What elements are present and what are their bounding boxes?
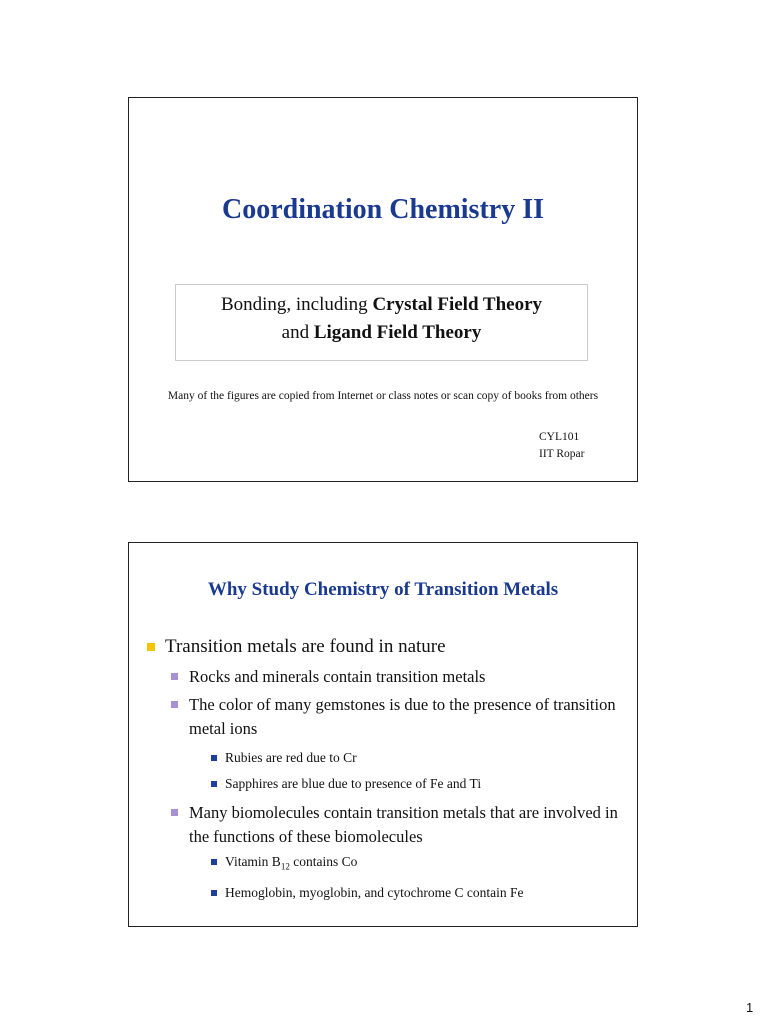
square-bullet-icon [147, 643, 155, 651]
vitamin-subscript: 12 [280, 861, 290, 872]
slide-title: Why Study Chemistry of Transition Metals [207, 579, 559, 600]
bullet-level-2 [187, 665, 637, 689]
slide-2 [128, 542, 638, 927]
course-info [539, 429, 584, 463]
bullet-text: Transition metals are found in nature [165, 636, 446, 657]
copyright-note: Many of the figures are copied from Internet or class notes or scan copy of books from others [167, 390, 599, 402]
institution: IIT Ropar [539, 448, 585, 460]
bullet-text: Rocks and minerals contain transition metals [189, 667, 486, 686]
subtitle-prefix: Bonding, including [220, 294, 373, 315]
bullet-level-1 [165, 635, 637, 659]
vitamin-prefix: Vitamin B [225, 854, 281, 869]
bullet-level-3 [225, 853, 637, 876]
square-bullet-icon [211, 890, 217, 896]
bullet-level-2 [187, 801, 637, 849]
bullet-level-3 [225, 884, 637, 902]
square-bullet-icon [211, 755, 217, 761]
bullet-text: Sapphires are blue due to presence of Fe and Ti [225, 776, 482, 791]
bullet-level-3 [225, 775, 637, 793]
square-bullet-icon [171, 673, 178, 680]
vitamin-suffix: contains Co [289, 854, 358, 869]
subtitle-and: and [281, 322, 314, 343]
square-bullet-icon [211, 859, 217, 865]
bullet-text: The color of many gemstones is due to the presence of transition metal ions [189, 695, 616, 738]
bullet-level-3 [225, 749, 637, 767]
page-number: 1 [746, 1000, 754, 1015]
subtitle-box [175, 284, 588, 361]
subtitle-crystal-field-theory: Crystal Field Theory [372, 294, 543, 315]
slide-title: Coordination Chemistry II [221, 194, 544, 225]
bullet-text: Hemoglobin, myoglobin, and cytochrome C contain Fe [225, 884, 524, 900]
bullet-text: Many biomolecules contain transition metals that are involved in the functions of these biomolecules [189, 803, 618, 846]
square-bullet-icon [211, 781, 217, 787]
bullet-level-2 [187, 693, 637, 741]
bullet-text: Rubies are red due to Cr [225, 750, 357, 765]
bullet-text-vitamin [225, 853, 637, 876]
subtitle-ligand-field-theory: Ligand Field Theory [313, 322, 482, 343]
square-bullet-icon [171, 809, 178, 816]
course-code: CYL101 [539, 431, 580, 443]
bullet-list [129, 635, 637, 910]
slide-1 [128, 97, 638, 482]
square-bullet-icon [171, 701, 178, 708]
